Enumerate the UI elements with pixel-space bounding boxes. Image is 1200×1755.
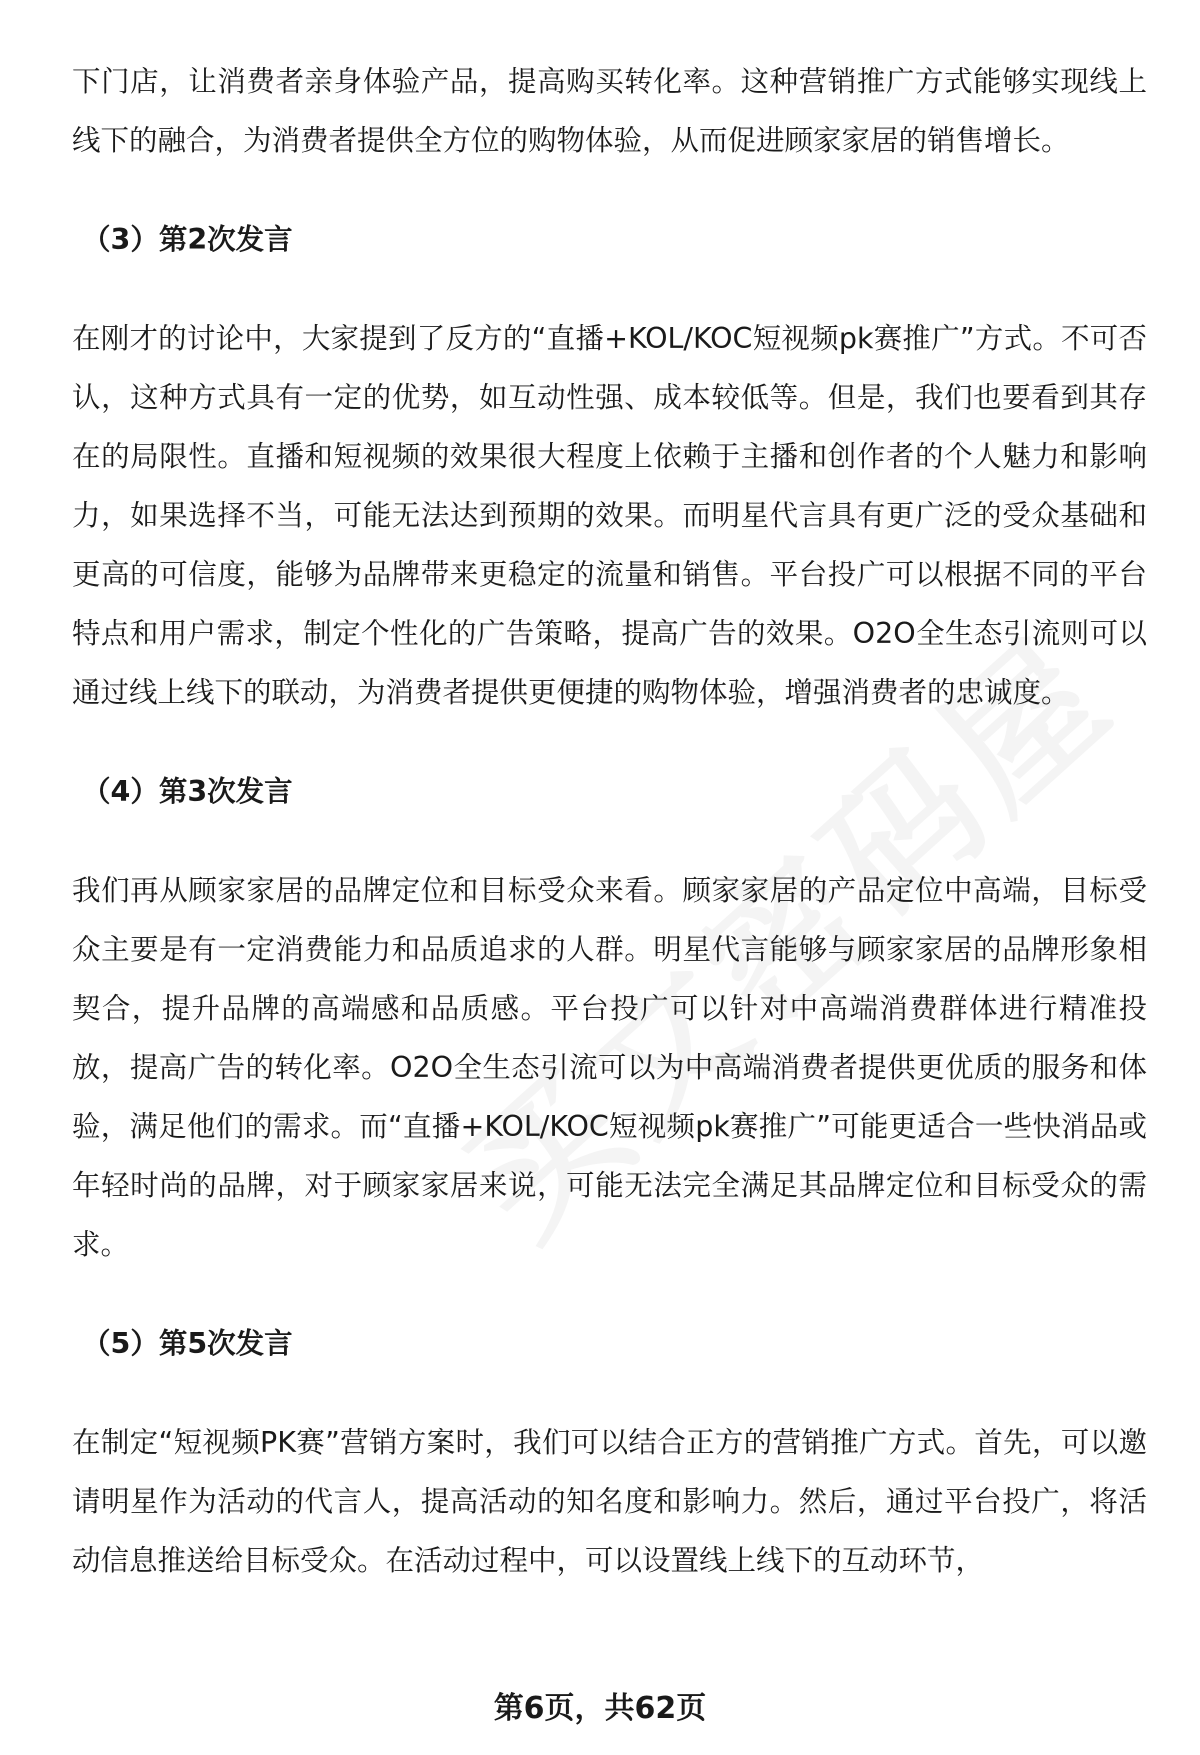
paragraph-section-3: 在刚才的讨论中，大家提到了反方的“直播+KOL/KOC短视频pk赛推广”方式。不可否认，这种方式具有一定的优势，如互动性强、成本较低等。但是，我们也要看到其存在的局限性。直播和短视频的效果很大程度上依赖于主播和创作者的个人魅力和影响力，如果选择不当，可能无法达到预期的效果。而明星代言具有更广泛的受众基础和更高的可信度，能够为品牌带来更稳定的流量和销售。平台投广可以根据不同的平台特点和用户需求，制定个性化的广告策略，提高广告的效果。O2O全生态引流则可以通过线上线下的联动，为消费者提供更便捷的购物体验，增强消费者的忠诚度。 bbox=[72, 322, 1147, 709]
paragraph-section-4: 我们再从顾家家居的品牌定位和目标受众来看。顾家家居的产品定位中高端，目标受众主要是有一定消费能力和品质追求的人群。明星代言能够与顾家家居的品牌形象相契合，提升品牌的高端感和品质感。平台投广可以针对中高端消费群体进行精准投放，提高广告的转化率。O2O全生态引流可以为中高端消费者提供更优质的服务和体验，满足他们的需求。而“直播+KOL/KOC短视频pk赛推广”可能更适合一些快消品或年轻时尚的品牌，对于顾家家居来说，可能无法完全满足其品牌定位和目标受众的需求。 bbox=[72, 874, 1147, 1261]
section-heading-5: （5）第5次发言 bbox=[82, 1327, 293, 1360]
page-number-footer: 第6页，共62页 bbox=[493, 1691, 707, 1726]
section-heading-4: （4）第3次发言 bbox=[82, 775, 293, 808]
section-heading-3: （3）第2次发言 bbox=[82, 223, 293, 256]
document-body bbox=[72, 52, 1147, 1590]
paragraph-section-5: 在制定“短视频PK赛”营销方案时，我们可以结合正方的营销推广方式。首先，可以邀请明星作为活动的代言人，提高活动的知名度和影响力。然后，通过平台投广，将活动信息推送给目标受众。在活动过程中，可以设置线上线下的互动环节， bbox=[72, 1426, 1147, 1577]
paragraph-continued: 下门店，让消费者亲身体验产品，提高购买转化率。这种营销推广方式能够实现线上线下的融合，为消费者提供全方位的购物体验，从而促进顾家家居的销售增长。 bbox=[72, 65, 1147, 157]
